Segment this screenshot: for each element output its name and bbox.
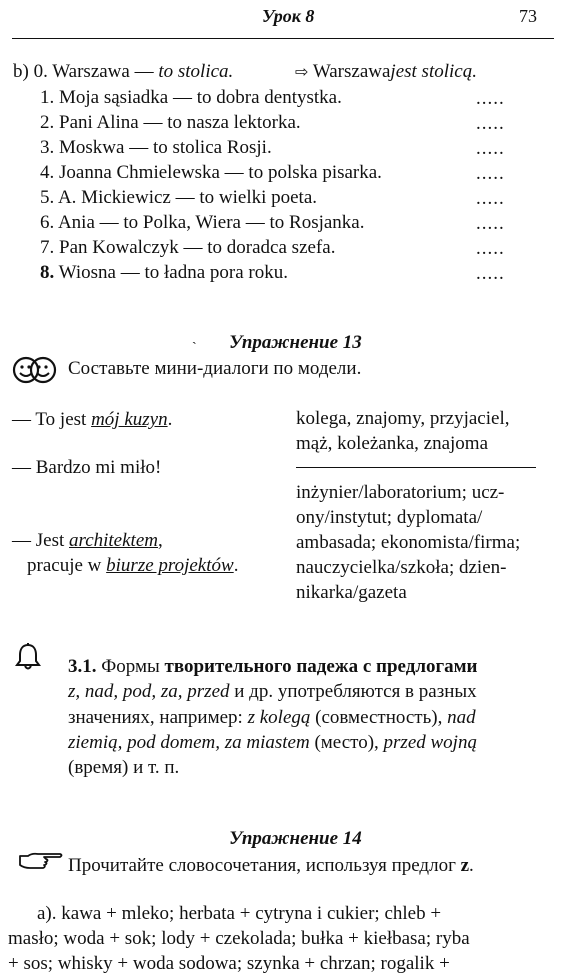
- item-number: 5.: [40, 187, 55, 208]
- example-right: Warszawa: [312, 61, 391, 82]
- tick-mark: ˏ: [192, 330, 197, 345]
- item-text: A. Mickiewicz — to wielki poeta.: [57, 187, 318, 208]
- note-text: и др. употребляются в разных: [234, 681, 477, 702]
- grammar-note-line-3: [68, 707, 476, 729]
- item-number: 4.: [40, 162, 55, 183]
- note-example: ziemią, pod domem, za miastem: [68, 732, 310, 753]
- item-text: Pan Kowalczyk — to doradca szefa.: [59, 237, 336, 258]
- instruction-preposition: z: [460, 855, 470, 876]
- exercise-item: [40, 161, 382, 185]
- chapter-title: Урок 8: [262, 6, 315, 26]
- note-bold-text: творительного падежа с предлогами: [164, 656, 478, 677]
- note-example: z kolegą: [247, 707, 311, 728]
- exercise-14-line-1: a). kawa + mleko; herbata + cytryna i cukier; chleb +: [37, 903, 442, 924]
- header-rule: [12, 38, 554, 39]
- dialog-text: — To jest: [12, 409, 87, 430]
- item-number: 3.: [40, 137, 55, 158]
- bell-icon: [14, 642, 42, 672]
- word-bank-line: inżynier/laboratorium; ucz-: [296, 482, 505, 503]
- example-answer: [295, 60, 477, 84]
- item-text: Wiosna — to ładna pora roku.: [58, 262, 288, 283]
- item-number: 6.: [40, 212, 55, 233]
- item-number: 7.: [40, 237, 55, 258]
- exercise-14-line-2: masło; woda + sok; lody + czekolada; bułka + kiełbasa; ryba: [8, 928, 470, 949]
- word-bank-people: [296, 406, 556, 456]
- example-left: Warszawa —: [52, 61, 154, 82]
- substitution-slot: mój kuzyn: [91, 409, 168, 430]
- note-text: (место),: [314, 732, 379, 753]
- exercise-item: [40, 136, 272, 160]
- dialog-line-3: [12, 530, 163, 552]
- exercise-item: [40, 261, 288, 285]
- exercise-b-example: [13, 60, 233, 84]
- example-number: 0.: [33, 61, 48, 82]
- dialog-line-2: — Bardzo mi miło!: [12, 457, 162, 478]
- example-left-italic: to stolica.: [158, 61, 234, 82]
- note-number: 3.1.: [68, 656, 97, 677]
- word-bank-line: nauczycielka/szkoła; dzien-: [296, 557, 507, 578]
- exercise-13-instruction: Составьте мини-диалоги по модели.: [68, 358, 362, 379]
- answer-blank: .....: [476, 163, 505, 184]
- item-text: Pani Alina — to nasza lektorka.: [59, 112, 301, 133]
- exercise-14-line-3: + sos; whisky + woda sodowa; szynka + chrzan; rogalik +: [8, 953, 450, 974]
- grammar-note-line-2: [68, 681, 477, 703]
- arrow-icon: ⇨: [295, 62, 309, 81]
- substitution-slot: architektem: [69, 530, 158, 551]
- item-number: 2.: [40, 112, 55, 133]
- grammar-note-line-4: [68, 732, 477, 754]
- word-bank-line: kolega, znajomy, przyjaciel,: [296, 408, 510, 429]
- answer-blank: .....: [476, 88, 505, 109]
- item-number: 8.: [40, 262, 55, 283]
- dialog-text: — Jest: [12, 530, 65, 551]
- answer-blank: .....: [476, 188, 505, 209]
- punctuation: .: [233, 555, 239, 576]
- word-bank-line: ambasada; ekonomista/firma;: [296, 532, 521, 553]
- word-bank-line: mąż, koleżanka, znajoma: [296, 433, 489, 454]
- punctuation: ,: [157, 530, 163, 551]
- answer-blank: .....: [476, 113, 505, 134]
- answer-blank: .....: [476, 138, 505, 159]
- exercise-item: [40, 186, 317, 210]
- grammar-note-line-1: [68, 656, 478, 678]
- grammar-note-line-5: (время) и т. п.: [68, 757, 180, 778]
- exercise-item: [40, 236, 335, 260]
- answer-blank: .....: [476, 263, 505, 284]
- word-bank-professions: [296, 480, 556, 605]
- note-example: przed wojną: [383, 732, 477, 753]
- example-right-italic: jest stolicą.: [390, 61, 477, 82]
- word-bank-divider: [296, 467, 536, 468]
- word-bank-line: ony/instytut; dyplomata/: [296, 507, 483, 528]
- note-text: Формы: [101, 656, 160, 677]
- instruction-text: Прочитайте словосочетания, используя предлог: [68, 855, 456, 876]
- dialog-line-4: [27, 555, 238, 577]
- note-text: (совместность),: [315, 707, 443, 728]
- page-number: 73: [519, 6, 537, 26]
- exercise-14-instruction: [68, 855, 474, 877]
- item-text: Moja sąsiadka — to dobra dentystka.: [59, 87, 342, 108]
- note-text: значениях, например:: [68, 707, 243, 728]
- dialog-line-1: [12, 409, 172, 431]
- exercise-item: [40, 211, 365, 235]
- answer-blank: .....: [476, 213, 505, 234]
- exercise-13-title: Упражнение 13: [229, 332, 362, 353]
- item-text: Moskwa — to stolica Rosji.: [59, 137, 272, 158]
- exercise-item: [40, 86, 342, 110]
- smiley-faces-icon: [12, 356, 58, 384]
- punctuation: .: [167, 409, 173, 430]
- answer-blank: .....: [476, 238, 505, 259]
- pointing-hand-icon: [18, 850, 64, 872]
- item-text: Joanna Chmielewska — to polska pisarka.: [59, 162, 382, 183]
- note-example: nad: [447, 707, 476, 728]
- exercise-item: [40, 111, 301, 135]
- exercise-letter: b): [13, 61, 29, 82]
- note-prepositions: z, nad, pod, za, przed: [68, 681, 230, 702]
- item-number: 1.: [40, 87, 55, 108]
- substitution-slot: biurze projektów: [106, 555, 234, 576]
- word-bank-line: nikarka/gazeta: [296, 582, 407, 603]
- punctuation: .: [469, 855, 474, 876]
- item-text: Ania — to Polka, Wiera — to Rosjanka.: [57, 212, 365, 233]
- exercise-14-title: Упражнение 14: [229, 828, 362, 849]
- dialog-text: pracuje w: [27, 555, 102, 576]
